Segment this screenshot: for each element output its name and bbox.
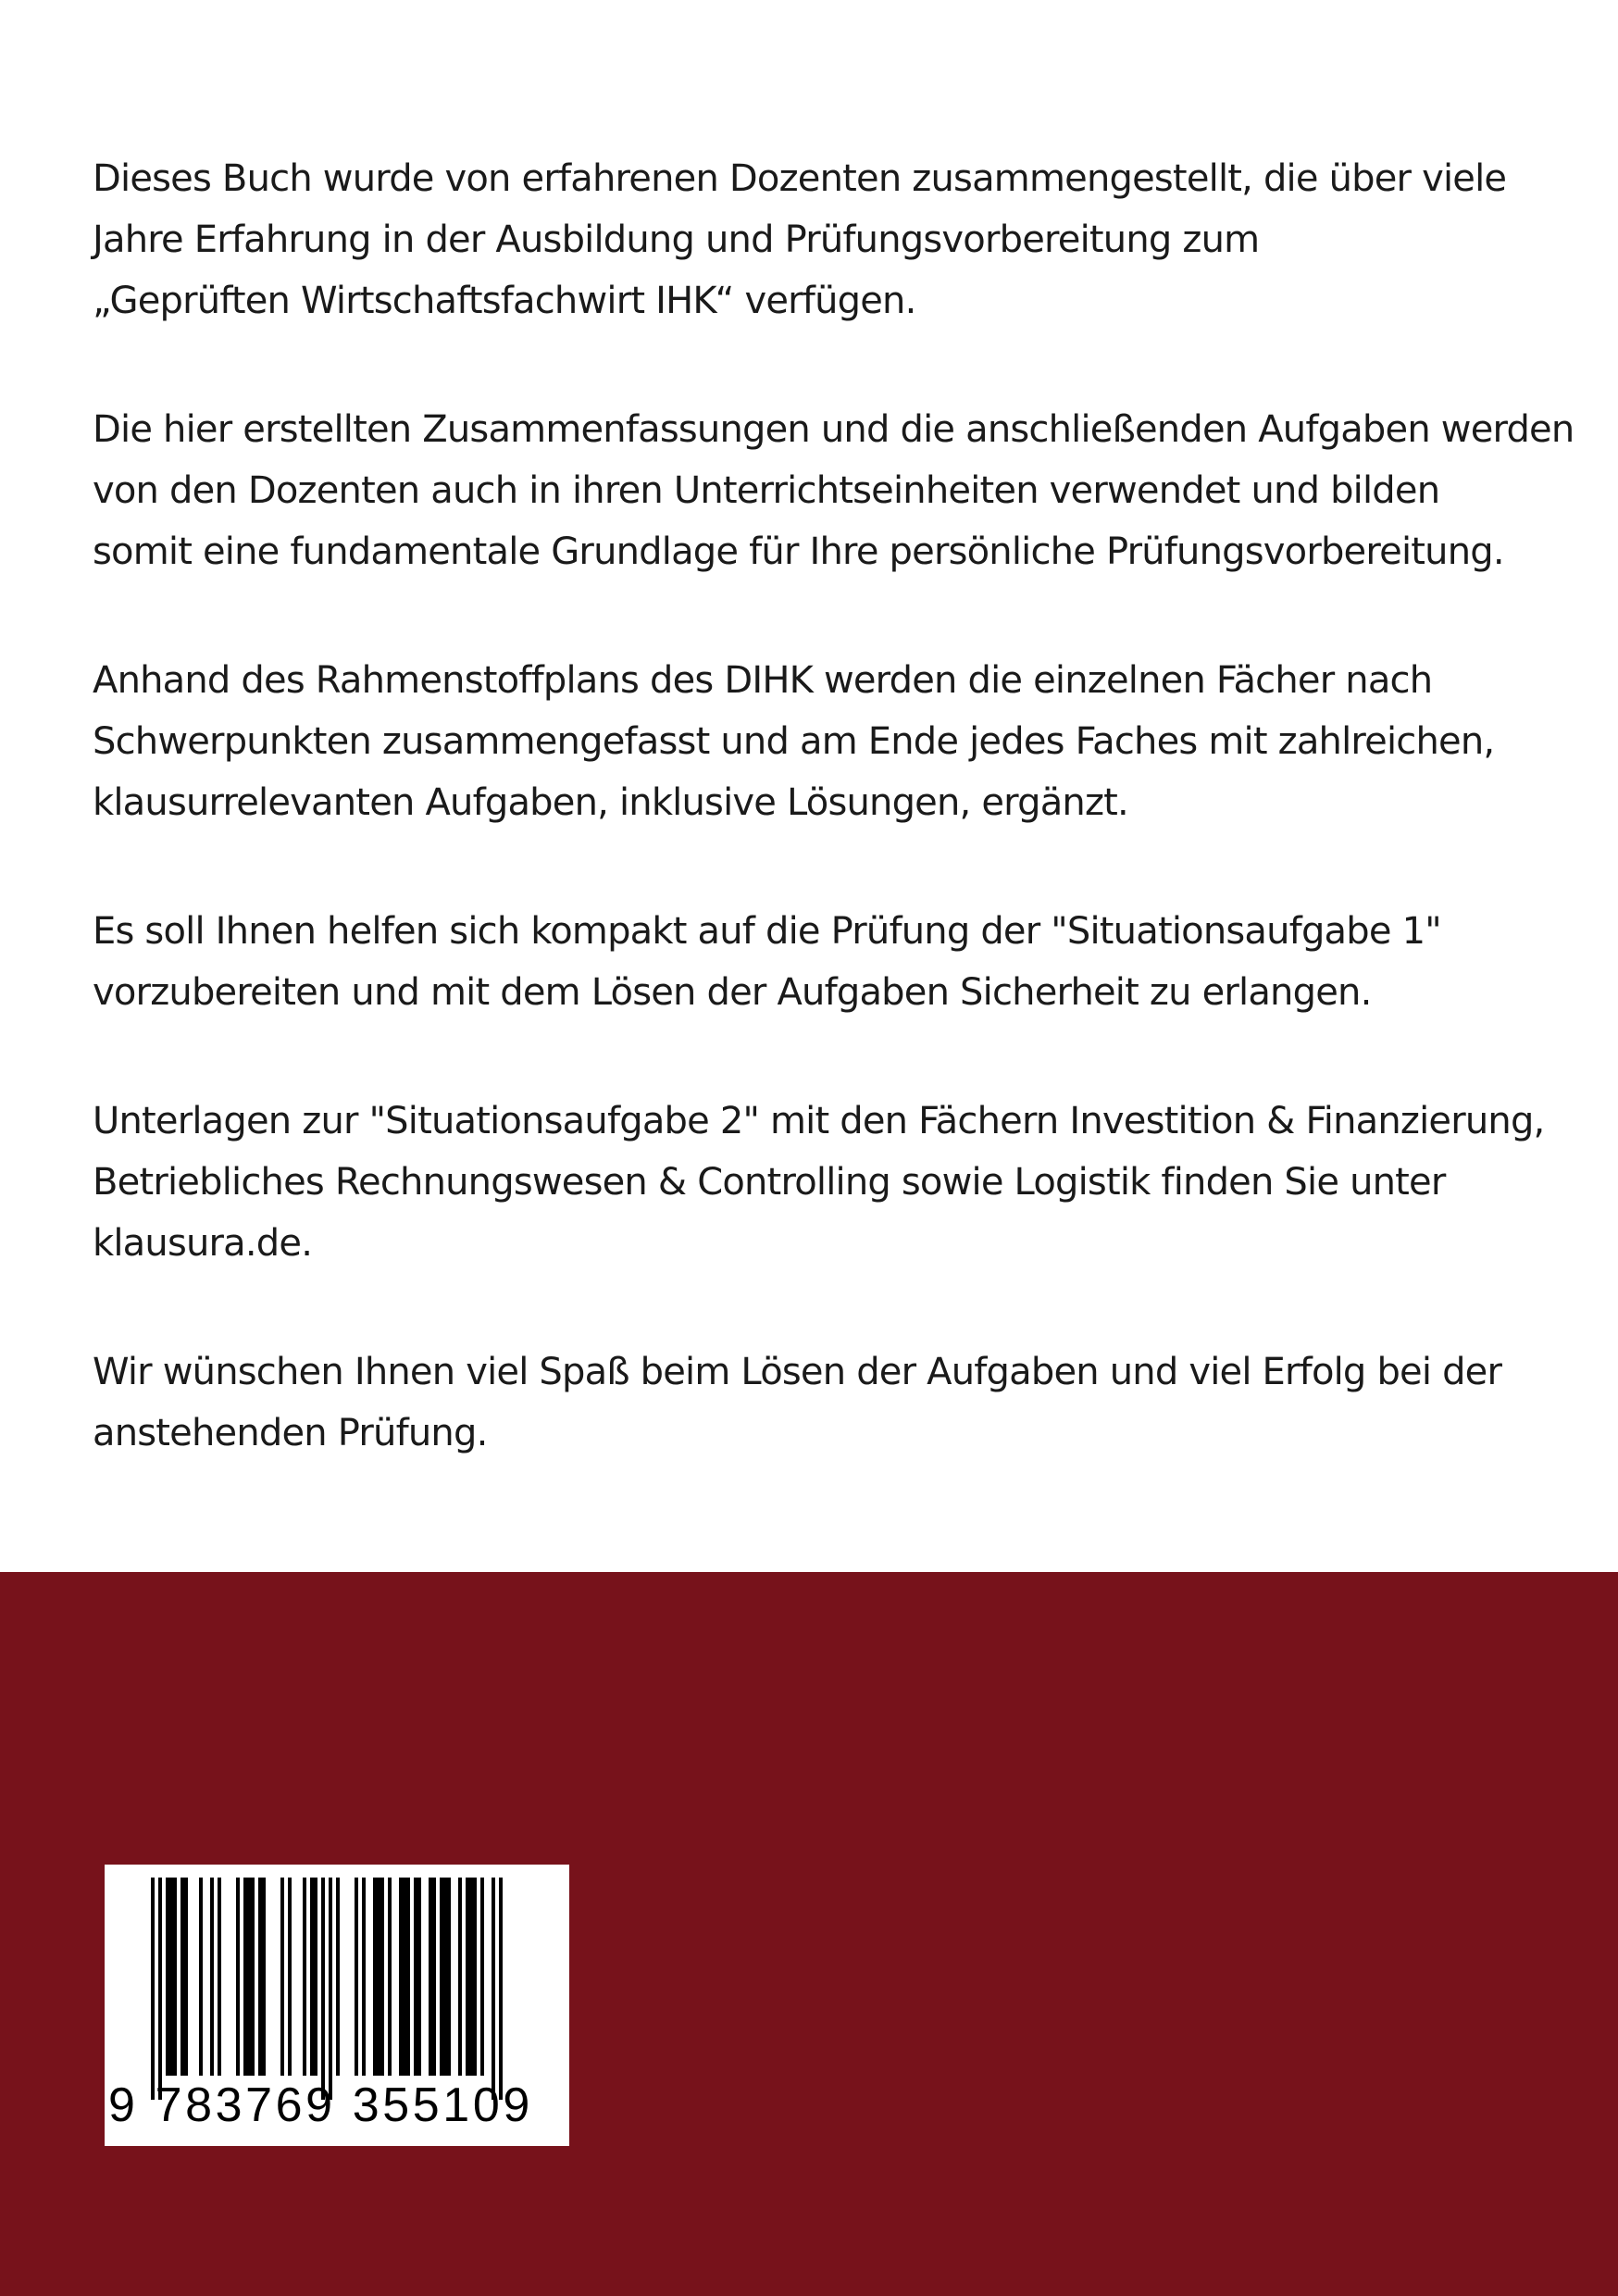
paragraph-line: „Geprüften Wirtschaftsfachwirt IHK“ verfügen. <box>93 280 916 322</box>
barcode-bar <box>447 1878 451 2076</box>
barcode-bar <box>262 1878 266 2076</box>
barcode-bar <box>440 1878 443 2076</box>
paragraph-3 <box>93 650 1574 833</box>
barcode-bar <box>158 1878 162 2100</box>
barcode-bar <box>218 1878 221 2076</box>
paragraph-6 <box>93 1341 1574 1464</box>
back-cover-text <box>93 148 1574 1531</box>
barcode-bar <box>180 1878 184 2076</box>
barcode-bar <box>169 1878 173 2076</box>
barcode-bar <box>399 1878 403 2076</box>
paragraph-line: klausurrelevanten Aufgaben, inklusive Lösungen, ergänzt. <box>93 781 1128 824</box>
paragraph-line: Wir wünschen Ihnen viel Spaß beim Lösen der Aufgaben und viel Erfolg bei der <box>93 1351 1502 1393</box>
barcode-bar <box>388 1878 392 2076</box>
barcode-bar <box>417 1878 421 2076</box>
barcode-bar <box>373 1878 377 2076</box>
paragraph-line: Unterlagen zur "Situationsaufgabe 2" mit den Fächern Investition & Finanzierung, <box>93 1100 1545 1142</box>
barcode-bar <box>314 1878 317 2076</box>
barcode-bar <box>458 1878 462 2076</box>
barcode-bar <box>429 1878 432 2076</box>
paragraph-line: Schwerpunkten zusammengefasst und am Ende jedes Faches mit zahlreichen, <box>93 720 1495 763</box>
barcode-bar <box>166 1878 169 2076</box>
barcode-bar <box>443 1878 447 2076</box>
barcode-bar <box>303 1878 306 2076</box>
barcode-bar <box>251 1878 255 2076</box>
paragraph-line: Dieses Buch wurde von erfahrenen Dozenten zusammengestellt, die über viele <box>93 157 1507 200</box>
barcode <box>105 1865 569 2146</box>
paragraph-line: Jahre Erfahrung in der Ausbildung und Prüfungsvorbereitung zum <box>93 218 1260 261</box>
barcode-bar <box>336 1878 340 2076</box>
paragraph-line: Betriebliches Rechnungswesen & Controlling sowie Logistik finden Sie unter <box>93 1161 1446 1204</box>
barcode-bar <box>184 1878 188 2076</box>
paragraph-1 <box>93 148 1574 331</box>
barcode-bar <box>406 1878 410 2076</box>
paragraph-line: von den Dozenten auch in ihren Unterrichtseinheiten verwendet und bilden <box>93 469 1440 512</box>
barcode-bar <box>173 1878 177 2076</box>
barcode-bar <box>310 1878 314 2076</box>
paragraph-4 <box>93 901 1574 1023</box>
barcode-bar <box>236 1878 240 2076</box>
barcode-bar <box>280 1878 284 2076</box>
paragraph-line: Die hier erstellten Zusammenfassungen und die anschließenden Aufgaben werden <box>93 408 1574 451</box>
paragraph-2 <box>93 399 1574 582</box>
paragraph-line: somit eine fundamentale Grundlage für Ihre persönliche Prüfungsvorbereitung. <box>93 530 1504 573</box>
barcode-bar <box>210 1878 214 2076</box>
barcode-bar <box>499 1878 503 2100</box>
barcode-bar <box>321 1878 325 2100</box>
barcode-digits: 9 783769 355109 <box>108 2078 533 2132</box>
barcode-bar <box>288 1878 292 2076</box>
barcode-bar <box>258 1878 262 2076</box>
barcode-bar <box>480 1878 484 2076</box>
barcode-bar <box>355 1878 358 2076</box>
barcode-bar <box>466 1878 469 2076</box>
barcode-bar <box>473 1878 477 2076</box>
barcode-bar <box>492 1878 495 2100</box>
barcode-bar <box>469 1878 473 2076</box>
barcode-bar <box>199 1878 203 2076</box>
paragraph-5 <box>93 1091 1574 1274</box>
barcode-bar <box>247 1878 251 2076</box>
paragraph-line: klausura.de. <box>93 1222 313 1265</box>
paragraph-line: anstehenden Prüfung. <box>93 1412 488 1454</box>
barcode-bar <box>243 1878 247 2076</box>
barcode-bar <box>380 1878 384 2076</box>
barcode-bar <box>151 1878 155 2100</box>
barcode-bar <box>362 1878 366 2076</box>
barcode-bar <box>377 1878 380 2076</box>
barcode-bar <box>432 1878 436 2076</box>
barcode-bar <box>414 1878 417 2076</box>
barcode-bar <box>403 1878 406 2076</box>
barcode-bar <box>329 1878 332 2100</box>
paragraph-line: Es soll Ihnen helfen sich kompakt auf die Prüfung der "Situationsaufgabe 1" <box>93 910 1441 953</box>
paragraph-line: vorzubereiten und mit dem Lösen der Aufgaben Sicherheit zu erlangen. <box>93 971 1372 1014</box>
paragraph-line: Anhand des Rahmenstoffplans des DIHK werden die einzelnen Fächer nach <box>93 659 1433 702</box>
